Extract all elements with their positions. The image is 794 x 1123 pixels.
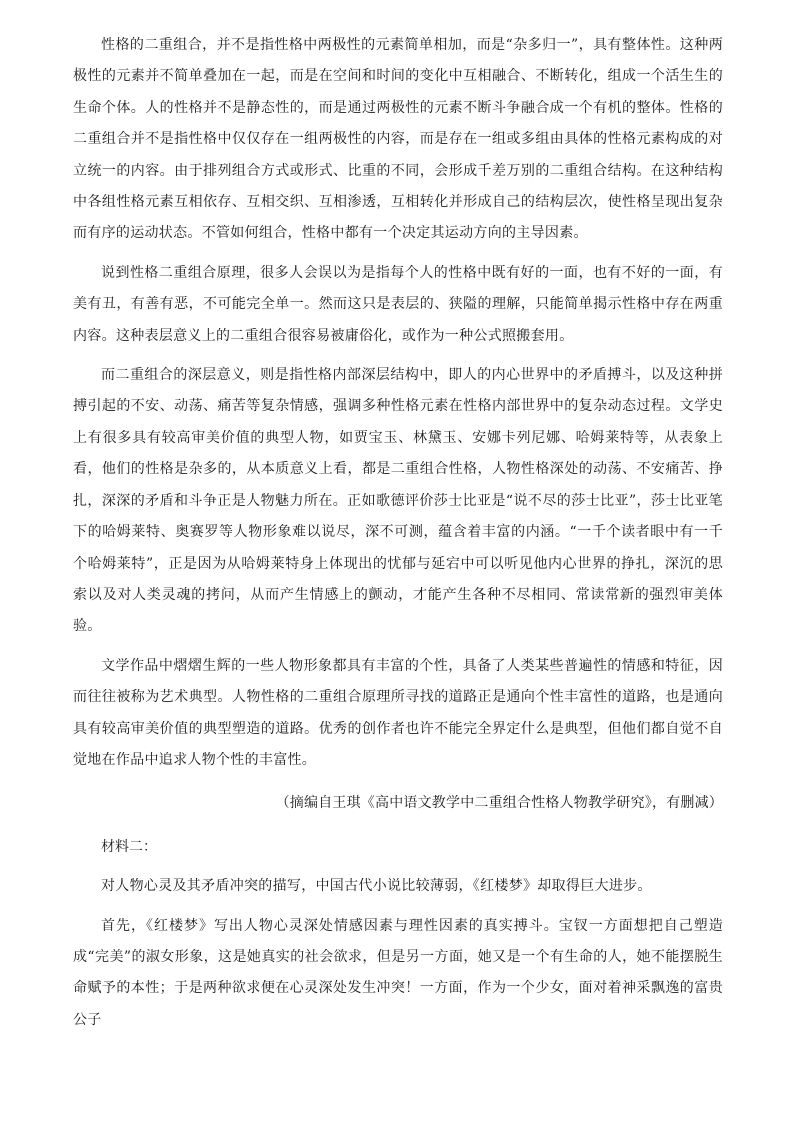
material-one-paragraph-3: 而二重组合的深层意义，则是指性格内部深层结构中，即人的内心世界中的矛盾搏斗，以及这种拼搏引起的不安、动荡、痛苦等复杂情感，强调多种性格元素在性格内部世界中的复杂动态过程。文学史上有很多具有较高审美价值的典型人物，如贾宝玉、林黛玉、安娜卡列尼娜、哈姆莱特等，从表象上看，他们的性格是杂多的，从本质意义上看，都是二重组合性格，人物性格深处的动荡、不安痛苦、挣扎，深深的矛盾和斗争正是人物魅力所在。正如歌德评价莎士比亚是“说不尽的莎士比亚”，莎士比亚笔下的哈姆莱特、奥赛罗等人物形象难以说尽，深不可测，蕴含着丰富的内涵。“一千个读者眼中有一千个哈姆莱特”，正是因为从哈姆莱特身上体现出的忧郁与延宕中可以听见他内心世界的挣扎，深沉的思索以及对人类灵魂的拷问，从而产生情感上的颤动，才能产生各种不尽相同、常读常新的强烈审美体验。	[73, 367, 723, 635]
material-one-paragraph-2: 说到性格二重组合原理，很多人会误以为是指每个人的性格中既有好的一面，也有不好的一面，有美有丑，有善有恶，不可能完全单一。然而这只是表层的、狭隘的理解，只能简单揭示性格中存在两重内容。这种表层意义上的二重组合很容易被庸俗化，或作为一种公式照搬套用。	[73, 264, 723, 344]
document-page	[73, 30, 723, 1036]
material-two-paragraph-1: 对人物心灵及其矛盾冲突的描写，中国古代小说比较薄弱，《红楼梦》却取得巨大进步。	[101, 878, 652, 895]
material-one-source-citation: （摘编自王琪《高中语文教学中二重组合性格人物教学研究》，有删减）	[275, 795, 723, 812]
material-two-heading: 材料二：	[101, 838, 157, 855]
material-one-paragraph-4: 文学作品中熠熠生辉的一些人物形象都具有丰富的个性，具备了人类某些普遍性的情感和特征，因而往往被称为艺术典型。人物性格的二重组合原理所寻找的道路正是通向个性丰富性的道路，也是通向具有较高审美价值的典型塑造的道路。优秀的创作者也许不能完全界定什么是典型，但他们都自觉不自觉地在作品中追求人物个性的丰富性。	[73, 657, 723, 768]
material-one-paragraph-1: 性格的二重组合，并不是指性格中两极性的元素简单相加，而是“杂多归一”，具有整体性。这种两极性的元素并不简单叠加在一起，而是在空间和时间的变化中互相融合、不断转化，组成一个活生生的生命个体。人的性格并不是静态性的，而是通过两极性的元素不断斗争融合成一个有机的整体。性格的二重组合并不是指性格中仅仅存在一组两极性的内容，而是存在一组或多组由具体的性格元素构成的对立统一的内容。由于排列组合方式或形式、比重的不同，会形成千差万别的二重组合结构。在这种结构中各组性格元素互相依存、互相交织、互相渗透，互相转化并形成自己的结构层次，使性格呈现出复杂而有序的运动状态。不管如何组合，性格中都有一个决定其运动方向的主导因素。	[73, 37, 723, 242]
material-two-paragraph-2: 首先，《红楼梦》写出人物心灵深处情感因素与理性因素的真实搏斗。宝钗一方面想把自己塑造成“完美”的淑女形象，这是她真实的社会欲求，但是另一方面，她又是一个有生命的人，她不能摆脱生命赋予的本性；于是两种欲求便在心灵深处发生冲突！一方面，作为一个少女，面对着神采飘逸的富贵公子	[73, 917, 723, 1028]
